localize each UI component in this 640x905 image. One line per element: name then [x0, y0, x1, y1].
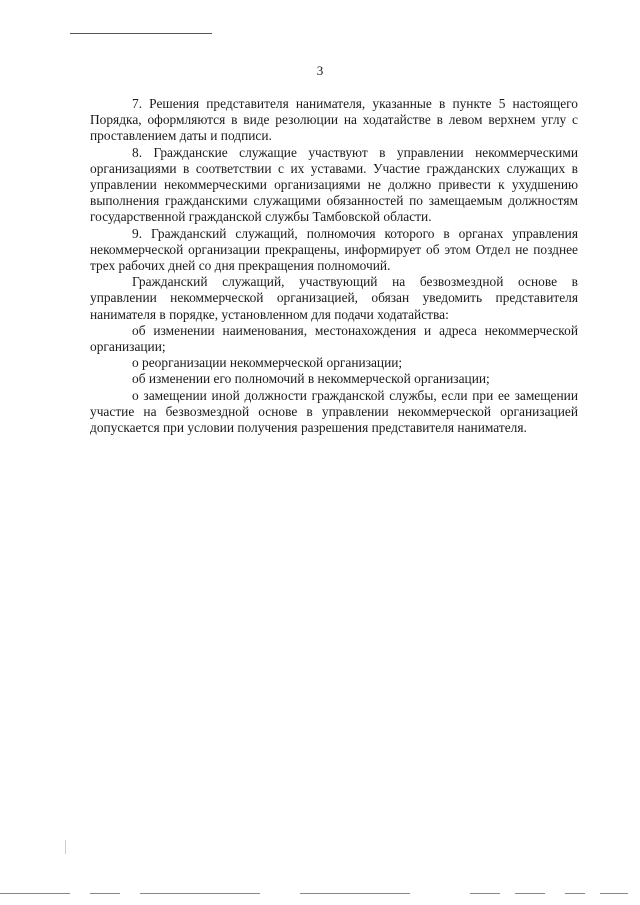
list-item-powers-change: об изменении его полномочий в некоммерческой организации;: [132, 371, 490, 387]
paragraph-notification: Гражданский служащий, участвующий на безвозмездной основе в управлении некоммерческой организацией, обязан уведомить представителя нанимателя в порядке, установленном для подачи ходатайства:: [90, 274, 578, 322]
paragraph-9: 9. Гражданский служащий, полномочия которого в органах управления некоммерческой организации прекращены, информирует об этом Отдел не позднее трех рабочих дней со дня прекращения полномочий.: [90, 225, 578, 274]
list-item-name-change: об изменении наименования, местонахождения и адреса некоммерческой организации;: [90, 322, 578, 355]
page-number: 3: [316, 63, 324, 78]
document-body: [90, 96, 578, 436]
paragraph-8: 8. Гражданские служащие участвуют в управлении некоммерческими организациями в соответствии с их уставами. Участие гражданских служащих в управлении некоммерческими организациями не должно привести к ухудшению выполнения гражданскими служащими обязанностей по замещаемым должностям государственной гражданской службы Тамбовской области.: [90, 144, 578, 225]
header-rule: [70, 33, 212, 34]
paragraph-7: 7. Решения представителя нанимателя, указанные в пункте 5 настоящего Порядка, оформляются в виде резолюции на ходатайстве в левом верхнем углу с проставлением даты и подписи.: [90, 96, 578, 144]
list-item-other-position: о замещении иной должности гражданской службы, если при ее замещении участие на безвозмездной основе в управлении некоммерческой организацией допускается при условии получения разрешения представителя нанимателя.: [90, 387, 578, 436]
footer-scan-marks: [0, 893, 640, 899]
scan-mark: [65, 840, 66, 854]
list-item-reorganization: о реорганизации некоммерческой организации;: [132, 355, 403, 371]
